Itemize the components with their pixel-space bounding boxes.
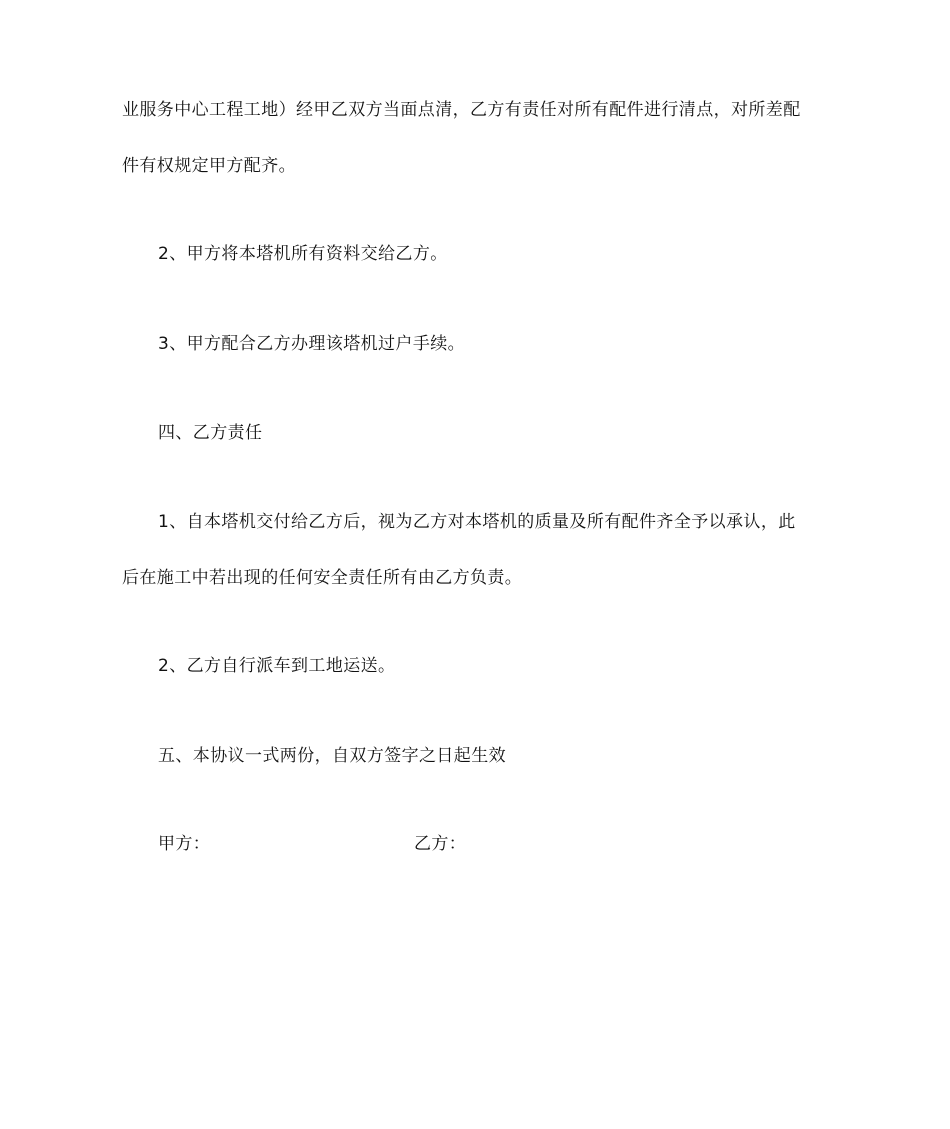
paragraph-line-1: 业服务中心工程工地）经甲乙双方当面点清，乙方有责任对所有配件进行清点，对所差配 [122,100,801,120]
signature-party-b: 乙方： [414,834,467,854]
section-heading-5: 五、本协议一式两份，自双方签字之日起生效 [158,746,506,766]
clause-1-responsibility-line-1: 1、自本塔机交付给乙方后，视为乙方对本塔机的质量及所有配件齐全予以承认，此 [158,512,796,532]
clause-3-transfer: 3、甲方配合乙方办理该塔机过户手续。 [158,334,466,354]
clause-1-responsibility-line-2: 后在施工中若出现的任何安全责任所有由乙方负责。 [122,568,523,588]
signature-party-a: 甲方： [158,834,211,854]
clause-2-transport: 2、乙方自行派车到工地运送。 [158,656,396,676]
clause-2-materials: 2、甲方将本塔机所有资料交给乙方。 [158,244,448,264]
section-heading-4: 四、乙方责任 [158,423,263,443]
paragraph-line-2: 件有权规定甲方配齐。 [122,156,296,176]
